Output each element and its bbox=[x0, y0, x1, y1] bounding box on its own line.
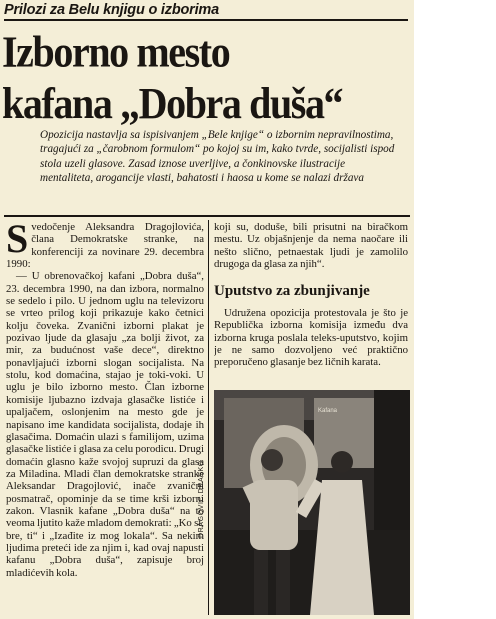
section-rubric: Prilozi za Belu knjigu o izborima bbox=[4, 2, 408, 21]
left-column bbox=[6, 221, 204, 615]
horizontal-divider bbox=[4, 215, 410, 217]
photo-illustration bbox=[214, 390, 410, 615]
subheading: Uputstvo za zbunjivanje bbox=[214, 283, 370, 299]
headline-line-1: Izborno mesto bbox=[2, 26, 230, 77]
lead-paragraph: vedočenje Aleksandra Dragojlovića, člana Demokratske stranke, na konferenciji za novinare 29. decembra 1990: bbox=[6, 221, 204, 271]
right-column-continuation: koji su, doduše, bili prisutni na biračkom mestu. Uz objašnjenje da nema naočare ili nešto slično, petnaestak ljudi je zamolilo drugoga da glasa za njih“. bbox=[214, 221, 408, 271]
article-deck: Opozicija nastavlja sa ispisivanjem „Bele knjige“ o izbornim nepravilnostima, tragajući za „čarobnom formulom“ po kojoj su im, kako tvrde, socijalisti ispod stola uzeli glasove. Zasad iznose uverljive, a čonkinovske ilustracije mentaliteta, arogancije vlasti, bahatosti i haosa u kome se nalazi država bbox=[40, 129, 395, 184]
headline-line-2: kafana „Dobra duša“ bbox=[2, 77, 343, 128]
body-paragraph: — U obrenovačkoj kafani „Dobra duša“, 23. decembra 1990, na dan izbora, normalno se sedelo i pilo. U jednom uglu na televizoru se vrteo prilog koji prikazuje kako četnici kolju čoveka. Zvanični izborni plakat je pozivao ljude da glasaju „za bolji život, za mir, za budućnost vaše dece“, direktno ponavljajući izborni slogan socijalista. Na stolu, kod domaćina, stajao je toki-voki. U uglu je bilo izborno mesto. Član izborne komisije ljubazno izdvaja glasačke listiće i upaljačem, oslonjenim na mesto gde je napisano ime kandidata socijalista, dodaje ih glasačima. Domaćin ulazi s familijom, uzima glasačke listiće i glasa za celu porodicu. Drugi domaćin glasno kaže svojoj supruzi da glasa za Miladina. Mladi član demokratske stranke Aleksandar Dragojlović, inače zvanični posmatrač, opominje da se time krši izborni zakon. Vlasnik kafane „Dobra duša“ na to veoma ljutito kaže mladom demokrati: „Ko si, bre, ti“ i „Izađite iz mog lokala“. Sa nekim ljudima preteći ide za njim i, kad ovaj napusti kafanu „Dobra duša“, zapisuje broj mladićevih kola. bbox=[6, 270, 204, 579]
photo-sign-text: Kafana bbox=[318, 408, 338, 414]
column-divider bbox=[208, 220, 209, 615]
headline bbox=[2, 26, 410, 129]
right-column-paragraph: Udružena opozicija protestovala je što je Republička izborna komisija između dva izborna kruga poslala teleks-uputstvo, kojim je ne samo dozvoljeno već praktično preporučeno glasanje bez ličnih karata. bbox=[214, 307, 408, 369]
photo-credit: DRAGOVIĆ DRAŠKO bbox=[198, 460, 205, 538]
drop-cap: S bbox=[6, 221, 29, 261]
news-photo bbox=[214, 390, 410, 615]
